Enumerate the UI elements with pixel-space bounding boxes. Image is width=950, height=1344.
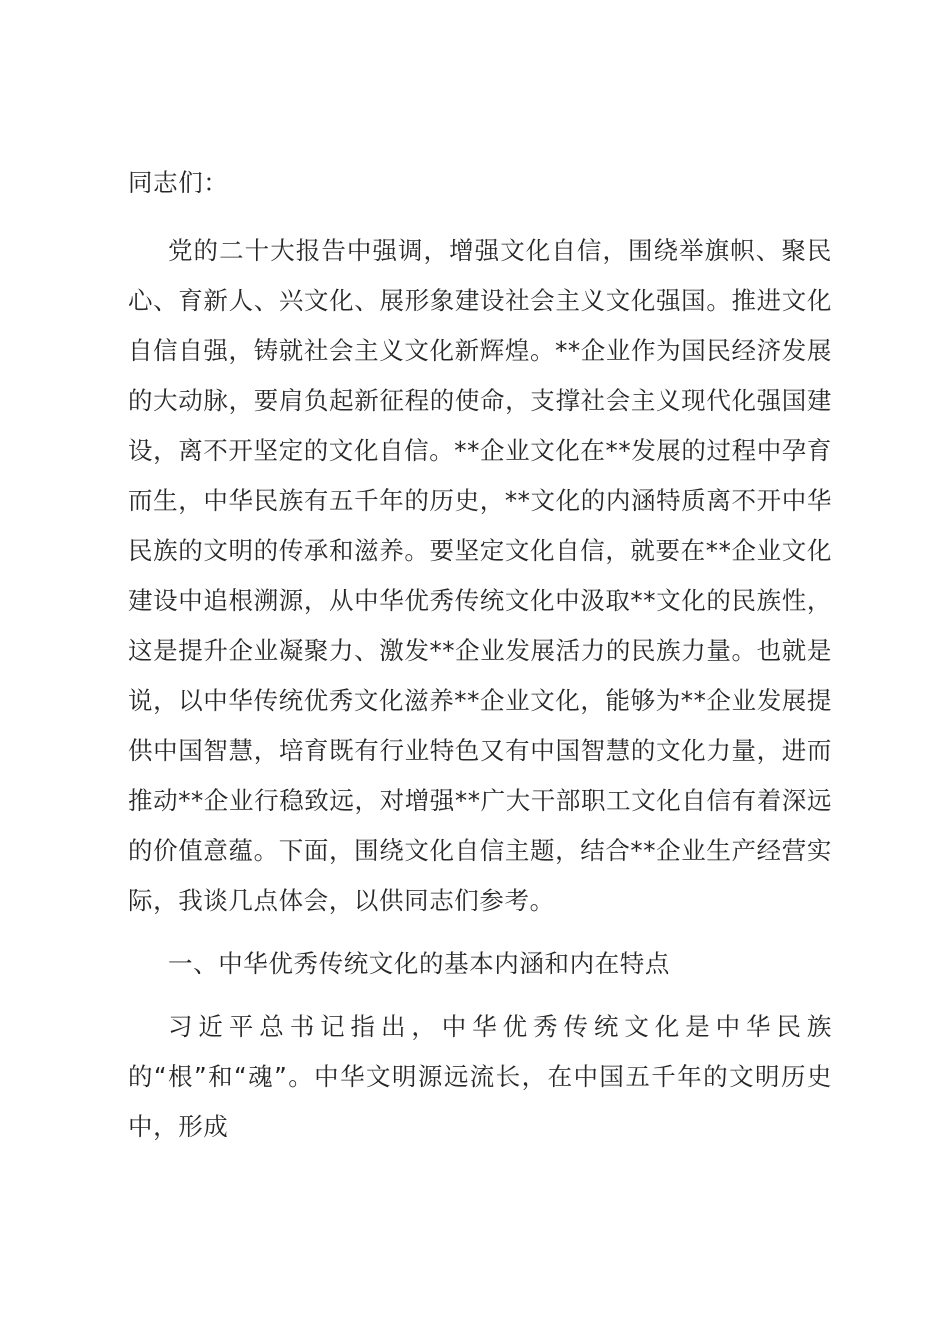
section-heading: 一、中华优秀传统文化的基本内涵和内在特点 xyxy=(168,949,670,978)
section-paragraph: 习近平总书记指出，中华优秀传统文化是中华民族的“根”和“魂”。中华文明源远流长，在中国五千年的文明历史中，形成 xyxy=(128,1012,832,1141)
salutation: 同志们： xyxy=(128,168,229,197)
document-page xyxy=(128,158,832,1152)
body-paragraph: 党的二十大报告中强调，增强文化自信，围绕举旗帜、聚民心、育新人、兴文化、展形象建设社会主义文化强国。推进文化自信自强，铸就社会主义文化新辉煌。**企业作为国民经济发展的大动脉，要肩负起新征程的使命，支撑社会主义现代化强国建设，离不开坚定的文化自信。**企业文化在**发展的过程中孕育而生，中华民族有五千年的历史，**文化的内涵特质离不开中华民族的文明的传承和滋养。要坚定文化自信，就要在**企业文化建设中追根溯源，从中华优秀传统文化中汲取**文化的民族性，这是提升企业凝聚力、激发**企业发展活力的民族力量。也就是说，以中华传统优秀文化滋养**企业文化，能够为**企业发展提供中国智慧，培育既有行业特色又有中国智慧的文化力量，进而推动**企业行稳致远，对增强**广大干部职工文化自信有着深远的价值意蕴。下面，围绕文化自信主题，结合**企业生产经营实际，我谈几点体会，以供同志们参考。 xyxy=(128,236,832,915)
